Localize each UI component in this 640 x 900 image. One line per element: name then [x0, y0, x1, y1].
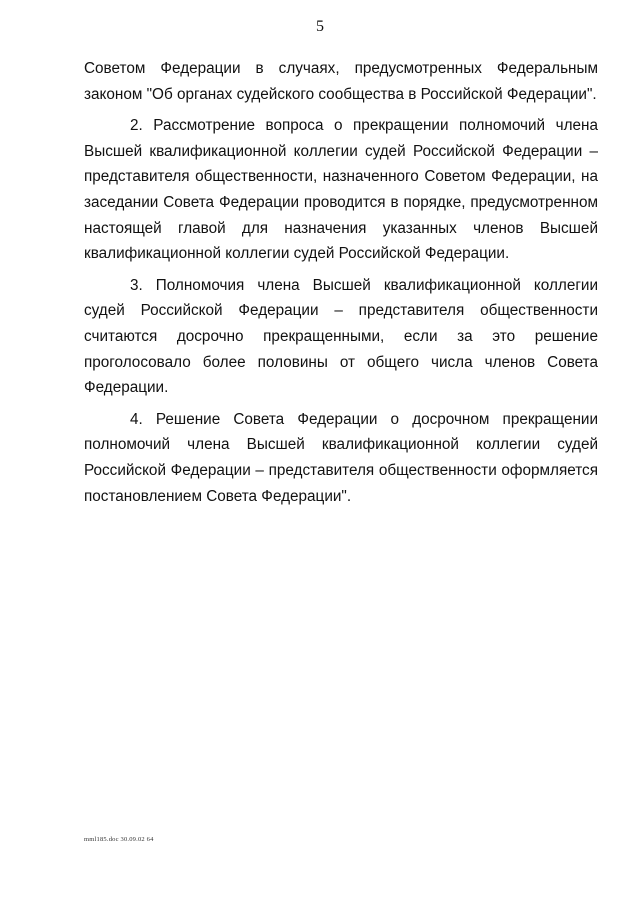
paragraph-continuation: Советом Федерации в случаях, предусмотренных Федеральным законом "Об органах судейского сообщества в Российской Федерации". — [84, 60, 598, 103]
paragraph-item-4: 4. Решение Совета Федерации о досрочном прекращении полномочий члена Высшей квалификационной коллегии судей Российской Федерации – представителя общественности оформляется постановлением Совета Федерации". — [84, 410, 598, 505]
document-body — [84, 56, 598, 515]
paragraph-item-3: 3. Полномочия члена Высшей квалификационной коллегии судей Российской Федерации – представителя общественности считаются досрочно прекращенными, если за это решение проголосовало более половины от общего числа членов Совета Федерации. — [84, 276, 598, 397]
page-number: 5 — [316, 18, 324, 35]
file-reference-footer: mml185.doc 30.09.02 64 — [84, 836, 154, 843]
paragraph-item-2: 2. Рассмотрение вопроса о прекращении полномочий члена Высшей квалификационной коллегии судей Российской Федерации – представителя общественности, назначенного Советом Федерации, на заседании Совета Федерации проводится в порядке, предусмотренном настоящей главой для назначения указанных членов Высшей квалификационной коллегии судей Российской Федерации. — [84, 117, 598, 263]
